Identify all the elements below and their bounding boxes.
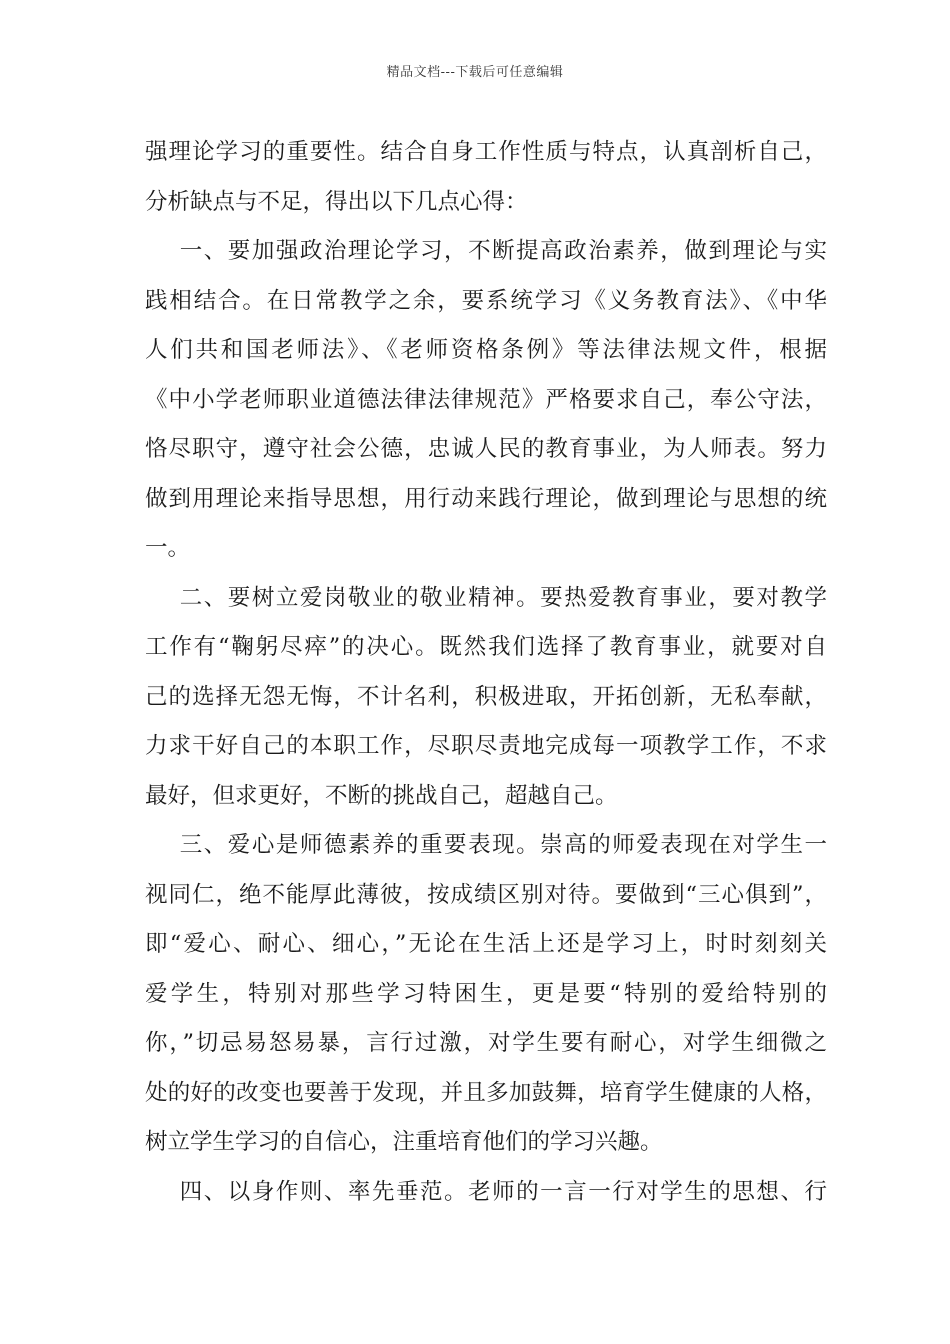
text-line: 做到用理论来指导思想，用行动来践行理论，做到理论与思想的统 — [145, 485, 827, 512]
text-line: 《中小学老师职业道德法律法律规范》严格要求自己，奉公守法， — [145, 386, 827, 413]
text-line: 爱学生，特别对那些学习特困生，更是要“特别的爱给特别的 — [145, 980, 827, 1007]
text-line: 强理论学习的重要性。结合自身工作性质与特点，认真剖析自己， — [145, 139, 827, 165]
text-line: 一。 — [145, 535, 191, 561]
page-header: 精品文档---下载后可任意编辑 — [386, 65, 564, 80]
text-line: 即“爱心、耐心、细心，”无论在生活上还是学习上，时时刻刻关 — [145, 931, 827, 957]
document-body — [145, 128, 827, 1217]
text-line: 践相结合。在日常教学之余，要系统学习《义务教育法》、《中华 — [145, 287, 827, 314]
text-line: 一、要加强政治理论学习，不断提高政治素养，做到理论与实 — [145, 238, 827, 264]
text-line: 人们共和国老师法》、《老师资格条例》等法律法规文件，根据 — [145, 337, 827, 363]
text-line: 二、要树立爱岗敬业的敬业精神。要热爱教育事业，要对教学 — [145, 584, 827, 611]
text-line: 三、爱心是师德素养的重要表现。崇高的师爱表现在对学生一 — [145, 832, 827, 858]
text-line: 恪尽职守，遵守社会公德，忠诚人民的教育事业，为人师表。努力 — [145, 436, 827, 462]
text-line: 力求干好自己的本职工作，尽职尽责地完成每一项教学工作，不求 — [145, 733, 827, 759]
text-line: 己的选择无怨无悔，不计名利，积极进取，开拓创新，无私奉献， — [145, 683, 827, 710]
text-line: 你，”切忌易怒易暴，言行过激，对学生要有耐心，对学生细微之 — [145, 1030, 827, 1056]
text-line: 处的好的改变也要善于发现，并且多加鼓舞，培育学生健康的人格， — [145, 1079, 827, 1106]
text-line: 最好，但求更好，不断的挑战自己，超越自己。 — [145, 782, 618, 809]
text-line: 分析缺点与不足，得出以下几点心得： — [145, 188, 528, 215]
text-line: 四、以身作则、率先垂范。老师的一言一行对学生的思想、行 — [145, 1178, 827, 1205]
text-line: 视同仁，绝不能厚此薄彼，按成绩区别对待。要做到“三心俱到”， — [145, 881, 827, 908]
text-line: 工作有“鞠躬尽瘁”的决心。既然我们选择了教育事业，就要对自 — [145, 634, 827, 660]
text-line: 树立学生学习的自信心，注重培育他们的学习兴趣。 — [145, 1129, 663, 1155]
